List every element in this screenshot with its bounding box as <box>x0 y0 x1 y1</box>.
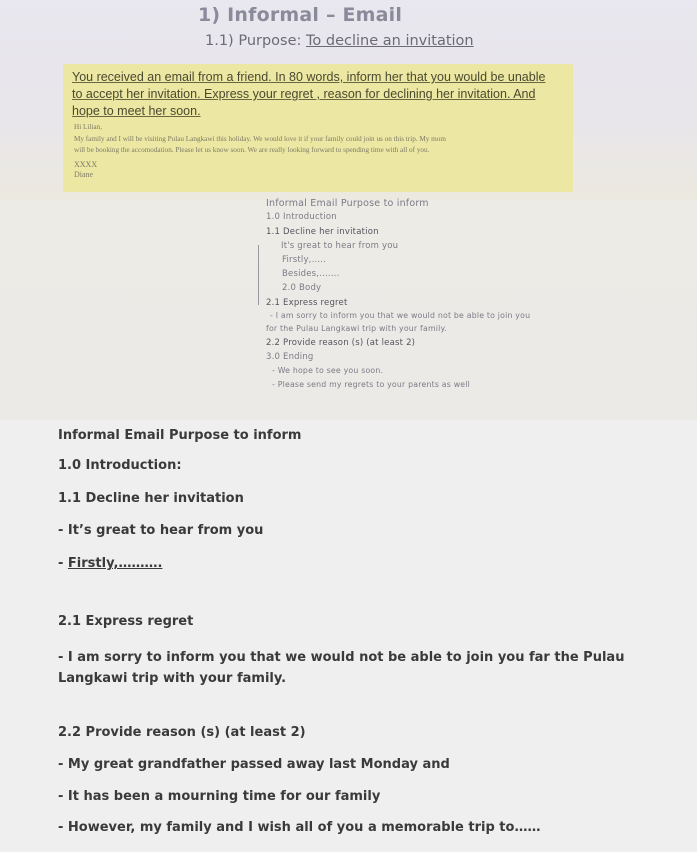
letter-greeting: Hi Lilian, <box>74 123 102 131</box>
task-line: hope to meet her soon. <box>72 104 201 118</box>
note-line: It's great to hear from you <box>281 241 399 251</box>
note-line: 3.0 Ending <box>266 352 314 362</box>
typed-firstly: Firstly,………. <box>67 556 163 571</box>
typed-line: 2.1 Express regret <box>58 614 194 629</box>
page-title: 1) Informal – Email <box>198 4 403 26</box>
letter-body: will be booking the accomodation. Please let us know soon. We are really looking forward to spending time with all of you. <box>74 146 430 154</box>
note-line: 2.1 Express regret <box>266 298 348 308</box>
task-line: to accept her invitation. Express your regret , reason for declining her invitation. And <box>72 87 536 101</box>
typed-line: - It has been a mourning time for our family <box>58 789 381 804</box>
note-line: 1.1 Decline her invitation <box>266 227 379 237</box>
note-line: for the Pulau Langkawi trip with your family. <box>266 324 447 333</box>
typed-heading: Informal Email Purpose to inform <box>58 428 302 443</box>
note-line: - Please send my regrets to your parents as well <box>272 380 471 389</box>
note-line: - I am sorry to inform you that we would not be able to join you <box>270 311 531 320</box>
note-line: 1.0 Introduction <box>266 212 337 222</box>
letter-signoff: XXXX <box>74 160 98 169</box>
note-line: Firstly,..... <box>282 255 327 265</box>
typed-line: 1.1 Decline her invitation <box>58 491 244 506</box>
note-line: - We hope to see you soon. <box>272 366 384 375</box>
purpose-subtitle <box>205 33 474 49</box>
typed-paragraph: - I am sorry to inform you that we would not be able to join you far the Pulau Langkawi trip with your family. <box>58 650 625 686</box>
note-line: 2.0 Body <box>282 283 322 293</box>
task-box <box>63 64 573 192</box>
subtitle-purpose: To decline an invitation <box>306 33 474 49</box>
note-margin-line <box>258 245 259 305</box>
typed-line: - My great grandfather passed away last Monday and <box>58 757 450 772</box>
note-line: Besides,....... <box>282 269 340 279</box>
note-heading: Informal Email Purpose to inform <box>266 198 429 209</box>
letter-name: Diane <box>74 170 94 179</box>
typed-line: - It’s great to hear from you <box>58 523 264 538</box>
typed-line: 1.0 Introduction: <box>58 458 182 473</box>
letter-body: My family and I will be visiting Pulau Langkawi this holiday. We would love it if your family could join us on this trip. My mom <box>74 135 446 143</box>
typed-dash: - <box>58 556 68 571</box>
typed-line <box>58 556 162 571</box>
subtitle-prefix: 1.1) Purpose: <box>205 33 307 49</box>
typed-line: - However, my family and I wish all of you a memorable trip to…… <box>58 820 541 835</box>
note-line: 2.2 Provide reason (s) (at least 2) <box>266 338 416 348</box>
typed-line: 2.2 Provide reason (s) (at least 2) <box>58 725 306 740</box>
task-line: You received an email from a friend. In 80 words, inform her that you would be unable <box>72 70 546 84</box>
